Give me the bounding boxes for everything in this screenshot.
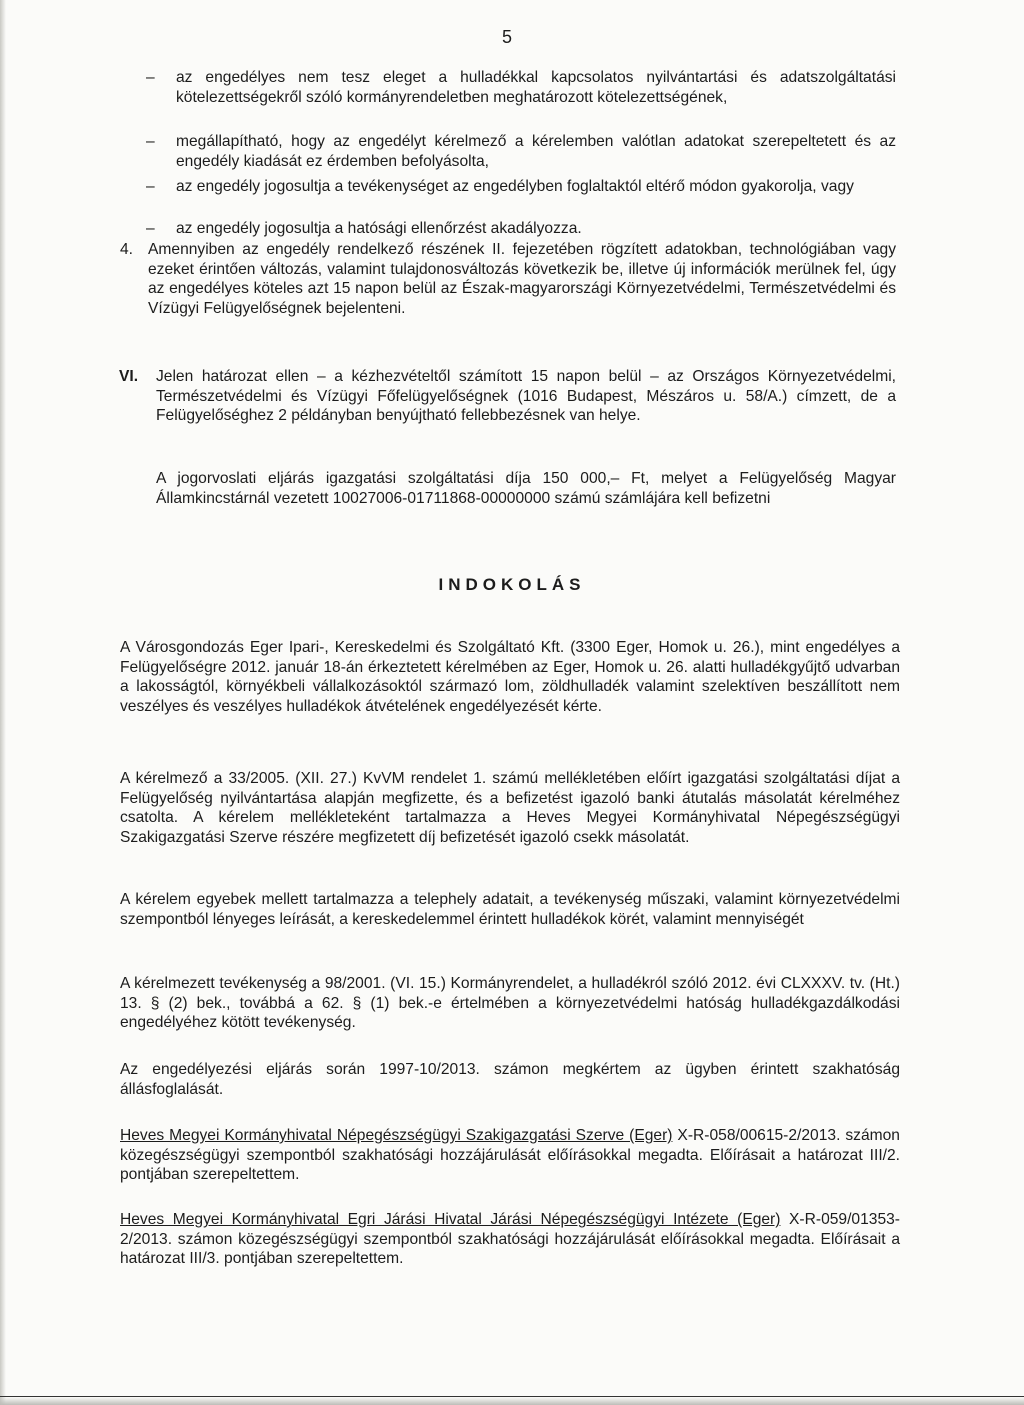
section-text: Jelen határozat ellen – a kézhezvételtől számított 15 napon belül – az Országos Környezetvédelmi, Természetvédelmi és Vízügyi Főfelügyelőségnek (1016 Budapest, Mészáros u. 58/A.) címzett, de a Felügyelőséghez 2 példányban benyújtható fellebbezésnek van helye. [156, 368, 896, 424]
paragraph: A kérelmező a 33/2005. (XII. 27.) KvVM rendelet 1. számú mellékletében előírt igazgatási szolgáltatási díjat a Felügyelőség nyilvántartása alapján megfizette, és a befizetést igazoló banki átutalás másolatát kérelméhez csatolta. A kérelem mellékleteként tartalmazza a Heves Megyei Kormányhivatal Népegészségügyi Szakigazgatási Szerve részére megfizetett díj befizetését igazoló csekk másolatát. [120, 770, 900, 846]
authority-name: Heves Megyei Kormányhivatal Népegészségügyi Szakigazgatási Szerve (Eger) [120, 1127, 673, 1144]
fee-paragraph [156, 469, 896, 508]
list-item [146, 177, 896, 197]
section-heading: INDOKOLÁS [438, 575, 586, 594]
list-item [146, 68, 896, 107]
authority-text: X-R-058/00615-2/2013. számon közegészségügyi szempontból szakhatósági hozzájárulását előírásokkal megadta. Előírásait a határozat III/2. pontjában szerepeltettem. [120, 1127, 900, 1183]
dash-marker: – [146, 220, 155, 237]
dash-marker: – [146, 133, 155, 150]
authority-paragraph [120, 1126, 900, 1185]
list-item-text: az engedélyes nem tesz eleget a hulladékkal kapcsolatos nyilvántartási és adatszolgáltatási kötelezettségekről szóló kormányrendeletben meghatározott kötelezettségének, [176, 69, 896, 106]
paragraph: A Városgondozás Eger Ipari-, Kereskedelmi és Szolgáltató Kft. (3300 Eger, Homok u. 26.), mint engedélyes a Felügyelőségre 2012. január 18-án érkeztetett kérelmében az Eger, Homok u. 26. alatti hulladékgyűjtő udvarban a lakosságtól, környékbeli vállalkozásoktól származó lom, zöldhulladék valamint szelektíven beszállított nem veszélyes és veszélyes hulladékok átvételének engedélyezését kérte. [120, 639, 900, 715]
section-vi [119, 367, 896, 426]
list-item-text: az engedély jogosultja a hatósági ellenőrzést akadályozza. [176, 220, 582, 237]
authority-name: Heves Megyei Kormányhivatal Egri Járási Hivatal Járási Népegészségügyi Intézete (Eger) [120, 1211, 781, 1228]
authority-text: X-R-059/01353-2/2013. számon közegészségügyi szempontból szakhatósági hozzájárulását előírásokkal megadta. Előírásait a határozat III/3. pontjában szerepeltettem. [120, 1211, 900, 1267]
list-item-text: megállapítható, hogy az engedélyt kérelmező a kérelemben valótlan adatokat szerepeltetett és az engedély kiadását ez érdemben befolyásolta, [176, 133, 896, 170]
paragraph: Az engedélyezési eljárás során 1997-10/2013. számon megkértem az ügyben érintett szakhatóság állásfoglalását. [120, 1061, 900, 1098]
scan-left-edge [0, 0, 6, 1405]
scan-bottom-edge [0, 1397, 1024, 1405]
numbered-item-4 [120, 240, 896, 318]
authority-paragraph [120, 1210, 900, 1269]
list-item [146, 219, 896, 239]
paragraph: A kérelmezett tevékenység a 98/2001. (VI. 15.) Kormányrendelet, a hulladékról szóló 2012. évi CLXXXV. tv. (Ht.) 13. § (2) bek., továbbá a 62. § (1) bek.-e értelmében a környezetvédelmi hatóság hulladékgazdálkodási engedélyéhez kötött tevékenység. [120, 975, 900, 1031]
list-item [146, 132, 896, 171]
list-item-text: az engedély jogosultja a tevékenységet az engedélyben foglaltaktól eltérő módon gyakorolja, vagy [176, 178, 854, 195]
dash-marker: – [146, 178, 155, 195]
fee-text: A jogorvoslati eljárás igazgatási szolgáltatási díja 150 000,– Ft, melyet a Felügyelőség Magyar Államkincstárnál vezetett 10027006-01711868-00000000 számú számlájára kell befizetni [156, 470, 896, 507]
item-number: 4. [120, 241, 134, 258]
page-number: 5 [502, 27, 513, 47]
section-number: VI. [119, 368, 139, 385]
paragraph: A kérelem egyebek mellett tartalmazza a telephely adatait, a tevékenység műszaki, valamint környezetvédelmi szempontból lényeges leírását, a kereskedelemmel érintett hulladékok körét, valamint mennyiségét [120, 891, 900, 928]
dash-marker: – [146, 69, 155, 86]
item-text: Amennyiben az engedély rendelkező részének II. fejezetében rögzített adatokban, technológiában vagy ezeket érintően változás, valamint tulajdonosváltozás következik be, illetve új információk merülnek fel, úgy az engedélyes köteles azt 15 napon belül az Észak-magyarországi Környezetvédelmi, Természetvédelmi és Vízügyi Felügyelőségnek bejelenteni. [148, 241, 896, 317]
